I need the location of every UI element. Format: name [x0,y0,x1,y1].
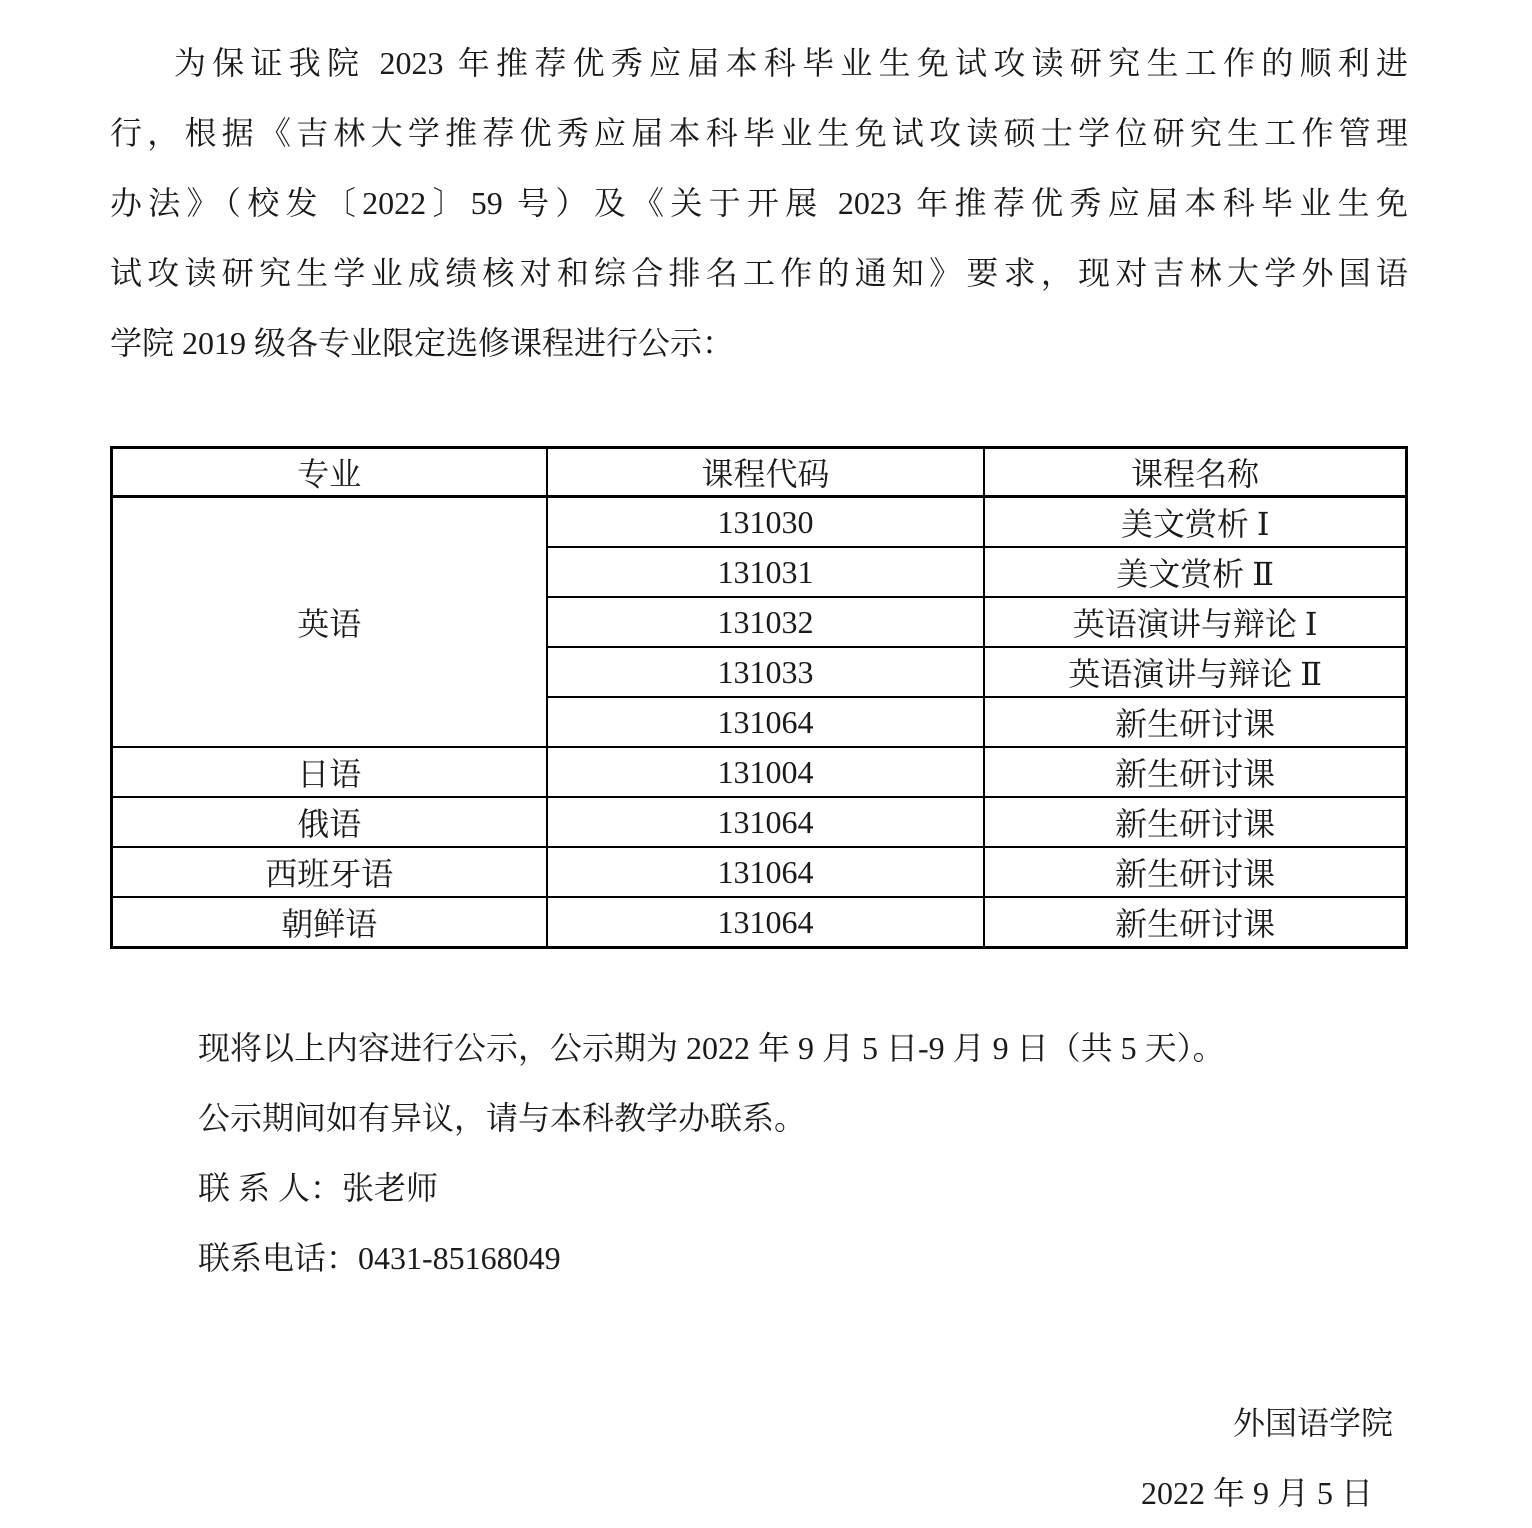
course-name-cell: 英语演讲与辩论 Ⅰ [984,597,1406,647]
table-header-row [112,448,1407,497]
signature-date: 2022 年 9 月 5 日 [1140,1475,1373,1511]
intro-line-1: 为保证我院 2023 年推荐优秀应届本科毕业生免试攻读研究生工作的顺利进 [174,45,1408,81]
intro-line-3: 办法》（校发〔2022〕59 号）及《关于开展 2023 年推荐优秀应届本科毕业生免 [110,185,1408,221]
contact-person-line: 联 系 人：张老师 [198,1170,439,1206]
course-table-body [112,497,1407,948]
course-table [110,446,1408,949]
course-name-cell: 新生研讨课 [984,697,1406,747]
course-name-cell: 英语演讲与辩论 Ⅱ [984,647,1406,697]
intro-line-4: 试攻读研究生学业成绩核对和综合排名工作的通知》要求，现对吉林大学外国语 [110,255,1408,291]
course-code-cell: 131004 [547,747,985,797]
course-code-cell: 131064 [547,797,985,847]
course-name-cell: 新生研讨课 [984,747,1406,797]
intro-paragraph [110,28,1408,378]
course-code-cell: 131064 [547,697,985,747]
intro-line-5: 学院 2019 级各专业限定选修课程进行公示： [110,325,735,361]
contact-phone-line: 联系电话：0431-85168049 [198,1240,561,1276]
header-course-code: 课程代码 [547,448,985,497]
major-cell: 英语 [112,497,547,748]
course-code-cell: 131064 [547,847,985,897]
table-row [112,847,1407,897]
course-name-cell: 新生研讨课 [984,897,1406,948]
notice-line-2: 公示期间如有异议，请与本科教学办联系。 [198,1100,807,1136]
major-cell: 日语 [112,747,547,797]
table-row [112,897,1407,948]
signature-org: 外国语学院 [1232,1405,1393,1441]
major-cell: 西班牙语 [112,847,547,897]
notice-line-1: 现将以上内容进行公示，公示期为 2022 年 9 月 5 日-9 月 9 日（共 5 天）。 [198,1030,1225,1066]
table-row [112,797,1407,847]
course-code-cell: 131031 [547,547,985,597]
table-row [112,747,1407,797]
intro-line-2: 行，根据《吉林大学推荐优秀应届本科毕业生免试攻读硕士学位研究生工作管理 [110,115,1408,151]
header-course-name: 课程名称 [984,448,1406,497]
major-cell: 朝鲜语 [112,897,547,948]
course-code-cell: 131033 [547,647,985,697]
header-major: 专业 [112,448,547,497]
course-name-cell: 美文赏析 Ⅱ [984,547,1406,597]
major-cell: 俄语 [112,797,547,847]
course-code-cell: 131032 [547,597,985,647]
signature-block [110,1388,1408,1528]
course-name-cell: 新生研讨课 [984,797,1406,847]
table-row [112,497,1407,548]
course-code-cell: 131064 [547,897,985,948]
course-name-cell: 新生研讨课 [984,847,1406,897]
course-name-cell: 美文赏析 Ⅰ [984,497,1406,548]
notice-paragraph [198,1013,1408,1293]
course-code-cell: 131030 [547,497,985,548]
